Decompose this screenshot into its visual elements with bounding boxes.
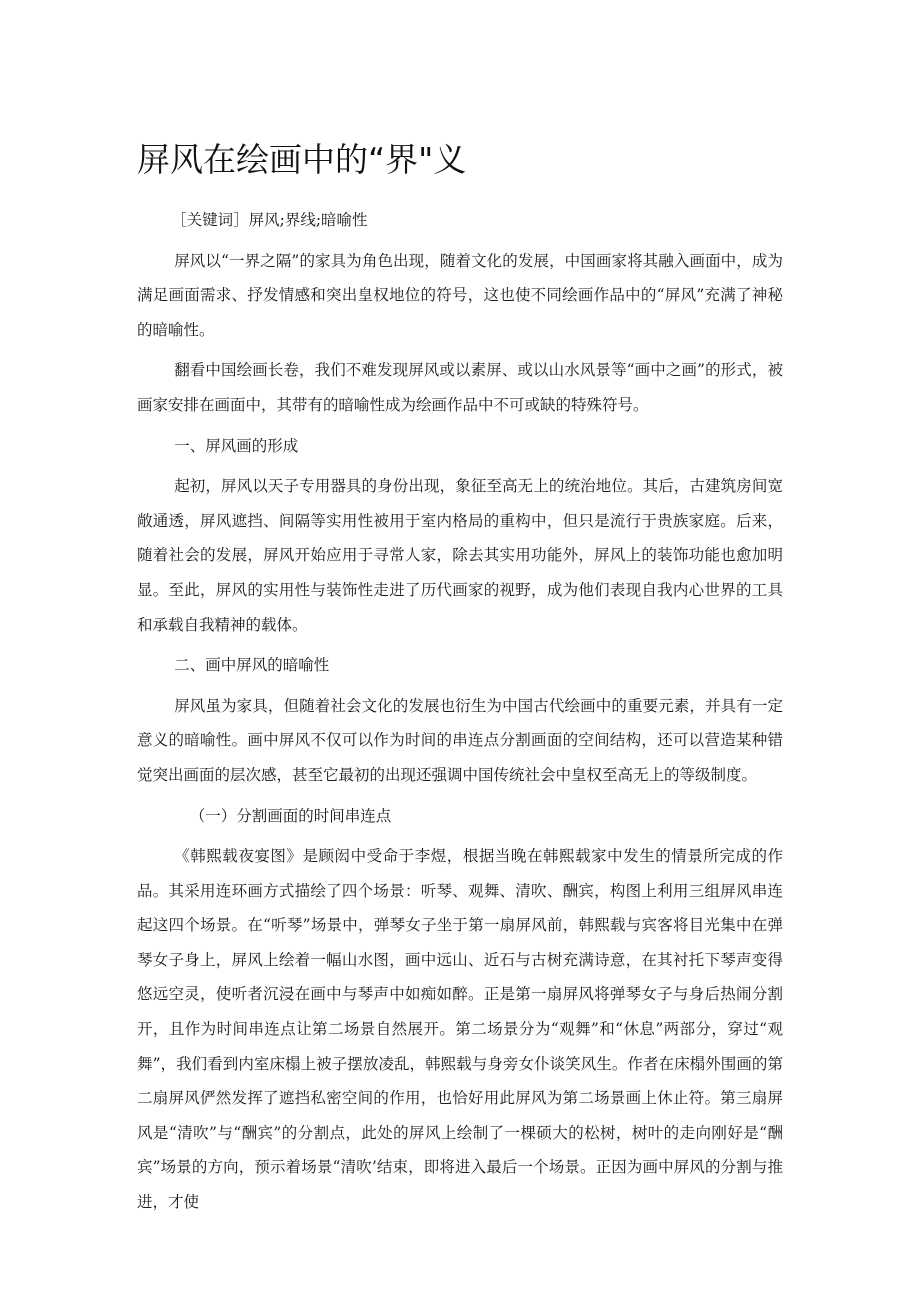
subsection-paragraph: 《韩熙载夜宴图》是顾闳中受命于李煜，根据当晚在韩熙载家中发生的情景所完成的作品。其采用连环画方式描绘了四个场景：听琴、观舞、清吹、酬宾，构图上利用三组屏风串连起这四个场景。在“听琴”场景中，弹琴女子坐于第一扇屏风前，韩熙载与宾客将目光集中在弹琴女子身上，屏风上绘着一幅山水图，画中远山、近石与古树充满诗意，在其衬托下琴声变得悠远空灵，使听者沉浸在画中与琴声中如痴如醉。正是第一扇屏风将弹琴女子与身后热闹分割开，且作为时间串连点让第二场景自然展开。第二场景分为“观舞”和“休息”两部分，穿过“观舞”，我们看到内室床榻上被子摆放凌乱，韩熙载与身旁女仆谈笑风生。作者在床榻外围画的第二扇屏风俨然发挥了遮挡私密空间的作用，也恰好用此屏风为第二场景画上休止符。第三扇屏风是“清吹”与“酬宾”的分割点，此处的屏风上绘制了一棵硕大的松树，树叶的走向刚好是“酬宾”场景的方向，预示着场景“清吹’结束，即将进入最后一个场景。正因为画中屏风的分割与推进，才使 [137, 847, 783, 1212]
intro-paragraph: 翻看中国绘画长卷，我们不难发现屏风或以素屏、或以山水风景等“画中之画”的形式，被画家安排在画面中，其带有的暗喻性成为绘画作品中不可或缺的特殊符号。 [137, 361, 783, 414]
section-paragraph: 起初，屏风以天子专用器具的身份出现，象征至高无上的统治地位。其后，古建筑房间宽敞通透，屏风遮挡、间隔等实用性被用于室内格局的重构中，但只是流行于贵族家庭。后来，随着社会的发展，屏风开始应用于寻常人家，除去其实用功能外，屏风上的装饰功能也愈加明显。至此，屏风的实用性与装饰性走进了历代画家的视野，成为他们表现自我内心世界的工具和承载自我精神的载体。 [137, 477, 783, 634]
keywords-line: ［关键词］屏风;界线;暗喻性 [171, 211, 368, 229]
section-paragraph: 屏风虽为家具，但随着社会文化的发展也衍生为中国古代绘画中的重要元素，并具有一定意义的暗喻性。画中屏风不仅可以作为时间的串连点分割画面的空间结构，还可以营造某种错觉突出画面的层次感，甚至它最初的出现还强调中国传统社会中皇权至高无上的等级制度。 [137, 696, 783, 784]
section-heading: 二、画中屏风的暗喻性 [174, 656, 330, 675]
page-title: 屏风在绘画中的“界"义 [137, 140, 467, 179]
intro-paragraph: 屏风以“一界之隔”的家具为角色出现，随着文化的发展，中国画家将其融入画面中，成为满足画面需求、抒发情感和突出皇权地位的符号，这也使不同绘画作品中的“屏风”充满了神秘的暗喻性。 [137, 251, 783, 339]
article-body [137, 203, 783, 1226]
subsection-heading: （一）分割画面的时间串连点 [189, 806, 392, 825]
section-heading: 一、屏风画的形成 [174, 436, 299, 455]
